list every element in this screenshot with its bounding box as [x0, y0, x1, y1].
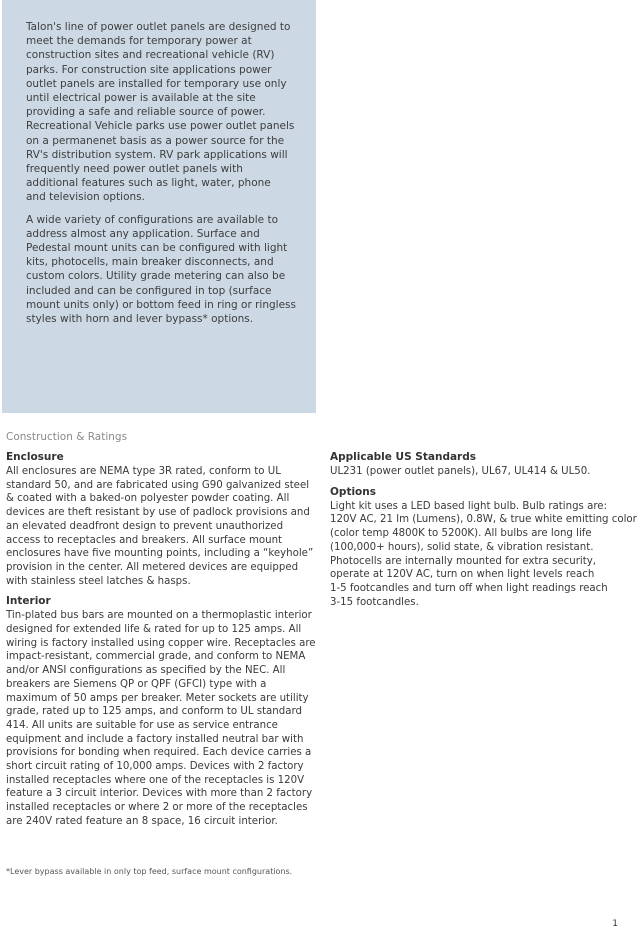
- interior-heading: Interior: [6, 595, 51, 608]
- page-number: 1: [612, 919, 618, 929]
- left-column: [6, 450, 318, 835]
- enclosure-heading: Enclosure: [6, 451, 64, 463]
- standards-heading: Applicable US Standards: [330, 451, 476, 463]
- interior-text: Tin-plated bus bars are mounted on a thermoplastic interior designed for extended life & rated for up to 125 amps. All wiring is factory installed using copper wire. Receptacles are impact-resistant, commercial grade, and conform to NEMA and/or ANSI configurations as specified by the NEC. All breakers are Siemens QP or QPF (GFCI) type with a maximum of 50 amps per breaker. Meter sockets are utility grade, rated up to 125 amps, and conform to UL standard 414. All units are suitable for use as service entrance equipment and include a factory installed neutral bar with provisions for bonding when required. Each device carries a short circuit rating of 10,000 amps. Devices with 2 factory installed receptacles where one of the receptacles is 120V feature a 3 circuit interior. Devices with more than 2 factory installed receptacles or where 2 or more of the receptacles are 240V rated feature an 8 space, 16 circuit interior.: [6, 610, 316, 827]
- options-heading: Options: [330, 485, 376, 498]
- right-column: [330, 450, 640, 615]
- intro-paragraph-1: Talon's line of power outlet panels are designed to meet the demands for temporary power at construction sites and recreational vehicle (RV) parks. For construction site applications power outlet panels are installed for temporary use only until electrical power is available at the site providing a safe and reliable source of power. Recreational Vehicle parks use power outlet panels on a permanenet basis as a power source for the RV's distribution system. RV park applications will frequently need power outlet panels with additional features such as light, water, phone and television options.: [26, 21, 295, 204]
- enclosure-text: All enclosures are NEMA type 3R rated, conform to UL standard 50, and are fabricated using G90 galvanized steel & coated with a baked-on polyester powder coating. All devices are theft resistant by use of padlock provisions and an elevated deadfront design to prevent unauthorized access to receptacles and breakers. All surface mount enclosures have five mounting points, including a “keyhole” provision in the center. All metered devices are equipped with stainless steel latches & hasps.: [6, 466, 314, 587]
- section-title: Construction & Ratings: [6, 431, 128, 443]
- intro-paragraph-2: A wide variety of configurations are available to address almost any application. Surface and Pedestal mount units can be configured with light kits, photocells, main breaker disconnects, and custom colors. Utility grade metering can also be included and can be configured in top (surface mount units only) or bottom feed in ring or ringless styles with horn and lever bypass* options.: [26, 213, 296, 326]
- options-text: Light kit uses a LED based light bulb. Bulb ratings are: 120V AC, 21 lm (Lumens), 0.8W, & true white emitting color (color temp 4800K to 5200K). All bulbs are long life (100,000+ hours), solid state, & vibration resistant. Photocells are internally mounted for extra security, operate at 120V AC, turn on when light levels reach 1-5 footcandles and turn off when light readings reach 3-15 footcandles.: [330, 500, 637, 608]
- standards-text: UL231 (power outlet panels), UL67, UL414 & UL50.: [330, 466, 591, 477]
- footnote: *Lever bypass available in only top feed, surface mount configurations.: [6, 867, 293, 876]
- interior-section: [6, 594, 318, 828]
- intro-panel: [2, 0, 316, 413]
- options-section: [330, 485, 640, 610]
- enclosure-section: [6, 450, 318, 588]
- standards-section: [330, 450, 640, 479]
